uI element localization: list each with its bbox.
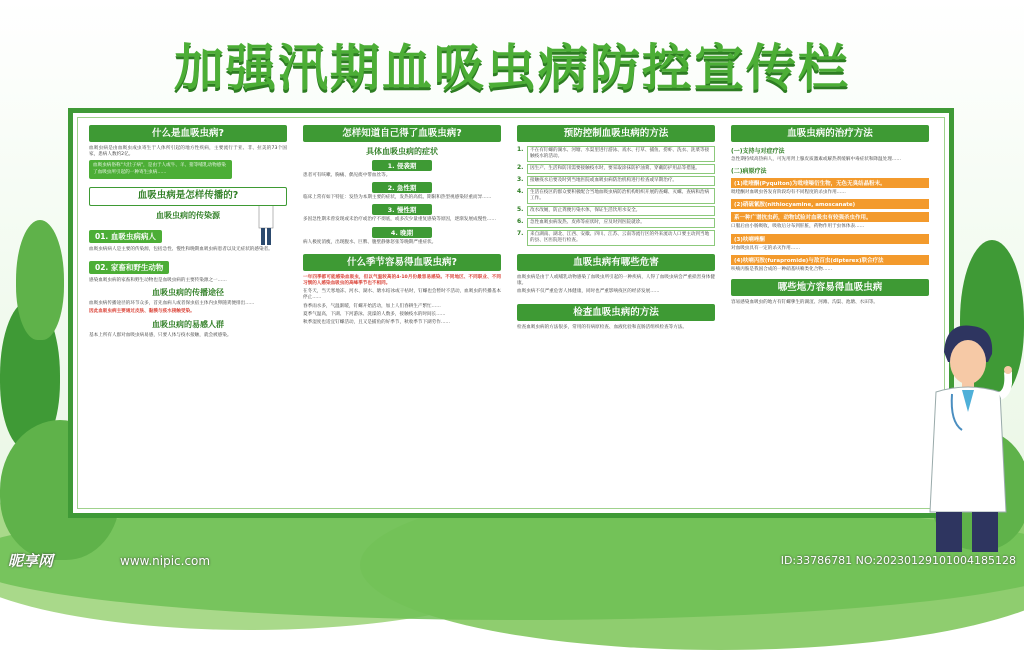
paragraph: 对血吸虫具有一定的杀灭作用……	[731, 245, 800, 251]
paragraph: 秋季湿度也适宜钉螺活动，且又是捕鱼的好季节，秋收季节下湖劳作……	[303, 320, 451, 326]
paragraph: 夏季气温高，下湖、下河游泳、洗澡的人数多，接触疫水的时间长……	[303, 311, 446, 317]
paragraph: 血吸虫病传播途径的环节众多，首先血病人或者保虫宿主体内虫卵随粪便排出……	[89, 301, 255, 307]
paragraph: 吡喹酮对血吸虫各发育阶段均有不同程度的杀虫作用……	[731, 190, 846, 196]
prevention-step: 6. 急性血吸虫病发热、皮疹等症状时，应及时到医院就诊。	[517, 218, 715, 228]
section-header: 血吸虫病有哪些危害	[517, 254, 715, 271]
paragraph: 基本上所有人群对血吸虫病易感，只要人体与疫水接触，就会被感染。	[89, 332, 232, 338]
column-2	[303, 125, 501, 328]
drug-label: (4)呋喃丙胺(furapromide)与敌百虫(dipterex)联合疗法	[731, 255, 929, 265]
prevention-step: 2. 因生产、生活和防汛需要接触疫水时，要采取涂抹防护油膏、穿戴防护用品等措施。	[517, 164, 715, 174]
section-header: 什么是血吸虫病?	[89, 125, 287, 142]
paragraph: 感染血吸虫病的家畜和野生动物也是血吸虫病的主要传染源之一……	[89, 278, 227, 284]
paragraph: 在冬天，当天寒地冻、河水、湖水、塘水结冰或干枯时，钉螺也会暂时不活动，血吸虫的传播基本停止……	[303, 289, 501, 301]
subheading: 具体血吸虫病的症状	[366, 147, 438, 156]
doctor-illustration-icon	[922, 322, 1012, 552]
paragraph: 急性期持续高热病人，可先用肾上腺皮质激素或解热剂缓解中毒症状和降温处理……	[731, 157, 901, 162]
section-header: 怎样知道自己得了血吸虫病?	[303, 125, 501, 142]
column-3	[517, 125, 715, 333]
phase-label: 2. 急性期	[372, 182, 432, 193]
column-4	[731, 125, 929, 308]
paragraph: 血吸虫病病人是主要的传染源，包括急性、慢性和晚期血吸虫病患者以及无症状的感染者。	[89, 246, 273, 252]
paragraph: 多因急性期未曾发现或未治疗或治疗不彻底，或多次少量重复感染等原因，逐渐发展成慢性……	[303, 217, 496, 223]
column-1	[89, 125, 287, 341]
watermark-bar	[0, 548, 1024, 576]
step-text: 来自湖南、湖北、江西、安徽、四川、江苏、云南等流行区的外来流动人口要主动到当地的县、区医院进行检查。	[527, 230, 715, 246]
subheading: (一)支持与对症疗法	[731, 148, 785, 155]
subheading: 血吸虫病的易感人群	[152, 319, 224, 329]
step-text: 生活在疫区的群众要积极配合当地血吸虫病防治机构组织开展的查螺、灭螺、查病和治病工作。	[527, 188, 715, 204]
paragraph: 检查血吸虫病的方法很多，常用的有病原检查、血液化验和直肠活组织检查等方法。	[517, 324, 687, 330]
paragraph: 血吸虫病不仅严重危害人体健康，同时也严重影响疫区的经济发展……	[517, 289, 660, 295]
prevention-step: 3. 接触疫水后要及时到当地医院或血吸虫病防治机构进行检查或早期治疗。	[517, 176, 715, 186]
watermark-url: www.nipic.com	[120, 554, 211, 568]
prevention-step: 1. 不在有钉螺的湖水、河塘、水渠里进行游泳、戏水、打草、捕鱼、捞虾、洗衣、洗菜等接触疫水的活动。	[517, 146, 715, 162]
subheading: (二)病原疗法	[731, 168, 767, 176]
subheading: 血吸虫病的传播途径	[152, 288, 224, 298]
paragraph: 临床上常有如下特征：发热为本期主要的症状，发热的高低、期限和热型视感染轻重而异……	[303, 195, 492, 201]
paragraph: 容易感染血吸虫的地方有钉螺孳生的湖汊、河滩、沟渠、池塘、水田等。	[731, 300, 879, 306]
highlight-text: 一年四季都可能感染血吸虫，但以气温较高的4-10月份最容易感染。不同地区、不同职业、不同习惯的人感染血吸虫的高峰季节也不相同。	[303, 274, 501, 287]
tree	[16, 220, 64, 340]
section-header: 什么季节容易得血吸虫病?	[303, 254, 501, 271]
phase-label: 3. 慢性期	[372, 204, 432, 215]
step-text: 接触疫水后要及时到当地医院或血吸虫病防治机构进行检查或早期治疗。	[527, 176, 715, 186]
step-text: 不在有钉螺的湖水、河塘、水渠里进行游泳、戏水、打草、捕鱼、捞虾、洗衣、洗菜等接触疫水的活动。	[527, 146, 715, 162]
section-header: 血吸虫病的治疗方法	[731, 125, 929, 142]
subheading: 血吸虫病的传染源	[156, 210, 220, 220]
paragraph: 血吸虫病是由血吸虫成虫寄生于人体所引起的地方性疾病，主要流行于亚、非、拉美的73个国家，患病人数约2亿。	[89, 146, 287, 158]
paragraph: 口服后由小肠吸收，吸收后分布到肝脏，药物作用于虫体体表……	[731, 224, 865, 230]
section-header: 哪些地方容易得血吸虫病	[731, 279, 929, 296]
drug-label: (1)吡喹酮(Pyquiton)为吡喹嗪衍生物，无色无臭结晶粉末。	[731, 178, 929, 188]
prevention-step: 5. 改水改厕，防止粪便污染水体，保证生活饮用水安全。	[517, 206, 715, 216]
step-text: 改水改厕，防止粪便污染水体，保证生活饮用水安全。	[527, 206, 715, 216]
prevention-step: 7. 来自湖南、湖北、江西、安徽、四川、江苏、云南等流行区的外来流动人口要主动到当地的县、区医院进行检查。	[517, 230, 715, 246]
page-title: 加强汛期血吸虫病防控宣传栏	[174, 39, 850, 97]
drug-label: (2)硝硫氰胺(nithiocyamine, amoscanate)	[731, 199, 929, 209]
subheading-tag: 02. 家畜和野生动物	[89, 261, 169, 274]
drug-label: (3)呋喃唑酮	[731, 234, 929, 244]
watermark-id: ID:33786781 NO:20230129101004185128	[780, 554, 1016, 567]
paragraph: 春季雨水多，气温渐暖，钉螺开始活动，加上人们春耕生产繁忙……	[303, 303, 441, 309]
prevention-step: 4. 生活在疫区的群众要积极配合当地血吸虫病防治机构组织开展的查螺、灭螺、查病和治病工作。	[517, 188, 715, 204]
paragraph: 血吸虫病是由于人或哺乳动物感染了血吸虫所引起的一种疾病，人得了血吸虫病会严重损害身体健康。	[517, 275, 715, 287]
phase-label: 4. 晚期	[372, 227, 432, 238]
info-box: 血吸虫病俗称"大肚子病"，是由于人或牛、羊、猪等哺乳动物感染了血吸虫所引起的一种寄生虫病……	[89, 160, 232, 178]
paragraph: 呋喃丙胺是我国合成的一种硝基呋喃类化合物……	[731, 266, 833, 272]
step-text: 急性血吸虫病发热、皮疹等症状时，应及时到医院就诊。	[527, 218, 715, 228]
section-header: 预防控制血吸虫病的方法	[517, 125, 715, 142]
highlight-text: 因此血吸虫病主要通过皮肤、黏膜与疫水接触受染。	[89, 309, 195, 315]
watermark-logo-text: 昵享网	[8, 552, 54, 570]
paragraph: 患者可有咳嗽、胸痛、偶见痰中带血丝等。	[303, 173, 391, 178]
section-header: 检查血吸虫病的方法	[517, 304, 715, 321]
step-text: 因生产、生活和防汛需要接触疫水时，要采取涂抹防护油膏、穿戴防护用品等措施。	[527, 164, 715, 174]
subheading-tag: 01. 血吸虫病病人	[89, 230, 162, 243]
paragraph: 病人极度消瘦，出现腹水、巨脾、腹壁静脉怒张等晚期严重症状。	[303, 239, 437, 245]
phase-label: 1. 侵袭期	[372, 160, 432, 171]
drug-label: 系一种广谱抗虫药，动物试验对血吸虫有较强杀虫作用。	[731, 212, 929, 222]
bulletin-board	[68, 108, 954, 518]
section-header: 血吸虫病是怎样传播的?	[89, 187, 287, 206]
